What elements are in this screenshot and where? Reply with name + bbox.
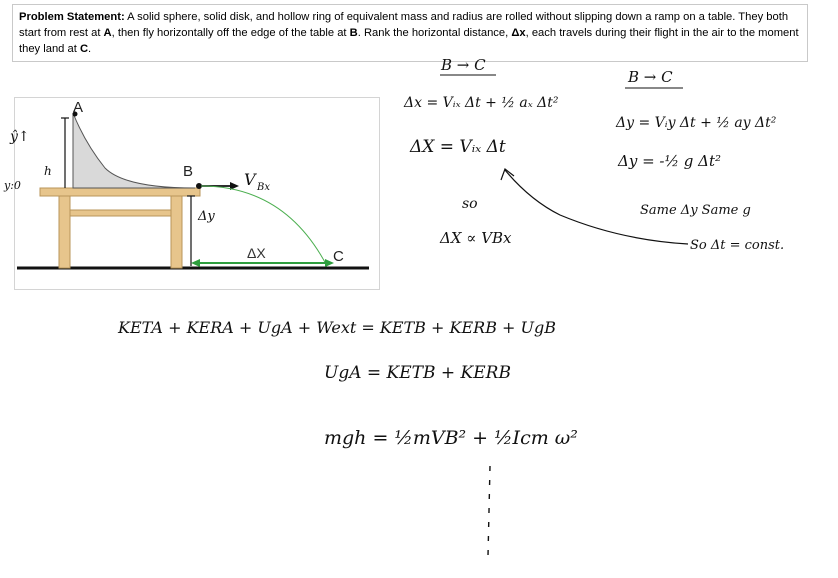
problem-text-4: , each travels during their flight in the air to the moment they land at [19,27,799,55]
label-b: B [183,163,194,180]
problem-point-c: C [79,43,89,55]
problem-text-5: . [88,43,92,55]
note-vbx: V [244,170,256,189]
note-h: h [44,164,52,178]
note-y0: y:0 [4,179,21,192]
note-bc-left-eq1: Δx = Vᵢₓ Δt + ½ aₓ Δt² [404,95,559,111]
note-bc-right-title: B → C [628,68,673,86]
problem-point-a: A [103,27,112,39]
note-vbx-sub: Bx [257,182,270,193]
note-bc-left-eq2: ΔX = Vᵢₓ Δt [410,137,506,157]
problem-label: Problem Statement: [19,11,125,23]
problem-text-3: . Rank the horizontal distance, [357,27,512,39]
note-bc-left-title: B → C [441,56,486,74]
problem-text-2: , then fly horizontally off the edge of the table at [111,27,350,39]
label-a: A [73,99,84,116]
problem-text-1: A solid sphere, solid disk, and hollow ring of equivalent mass and radius are rolled without slipping down a ramp on a table. They both start from rest at [19,11,789,39]
note-const-line: So Δt = const. [690,238,785,253]
note-proportional: ΔX ∝ VBx [440,229,512,247]
note-continuation-dashes [488,466,490,556]
note-energy-eq1: KETA + KERA + UgA + Wext = KETB + KERB + UgB [118,318,557,337]
problem-point-b: B [349,27,358,39]
note-energy-eq2: UgA = KETB + KERB [324,363,511,383]
note-bc-right-eq2: Δy = -½ g Δt² [618,152,722,170]
note-dy: Δy [198,209,215,224]
note-so-word: so [462,196,478,212]
label-c: C [333,248,344,265]
note-same-line: Same Δy Same g [640,203,751,218]
label-dx: ΔX [247,245,266,261]
problem-delta-x: Δx [511,27,526,39]
note-y-hat: ŷ↑ [10,129,30,145]
note-energy-eq3: mgh = ½mVB² + ½Icm ω² [324,427,578,449]
note-bc-right-eq1: Δy = Vᵢy Δt + ½ ay Δt² [616,115,777,131]
